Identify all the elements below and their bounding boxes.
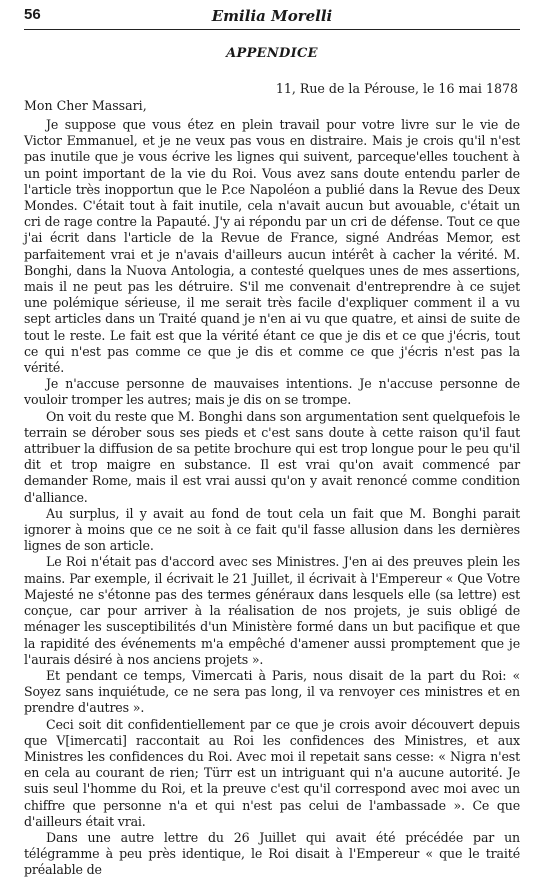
running-header bbox=[24, 0, 520, 30]
paragraph: Je suppose que vous étez en plein travail pour votre livre sur le vie de Victor Emmanuel, et je ne veux pas vous en distraire. Mais je crois qu'il n'est pas inutile que je vous écrive les lignes qui suivent, parceque'elles touchent à un point important de la vie du Roi. Vous avez sans doute entendu parler de l'article très inopportun que le P.ce Napoléon a publié dans la Revue des Deux Mondes. C'était tout à fait inutile, cela n'avait aucun but avouable, c'était un cri de rage contre la Papauté. J'y ai répondu par un cri de défense. Tout ce que j'ai écrit dans l'article de la Revue de France, signé Andréas Memor, est parfaitement vrai et je n'avais d'ailleurs aucun intérêt à cacher la vérité. M. Bonghi, dans la Nuova Antologia, a contesté quelques unes de mes assertions, mais il ne peut pas les détruire. S'il me convenait d'entreprendre à ce sujet une polémique sérieuse, il me serait très facile d'expliquer comment il a vu sept articles dans un Traité quand je n'en ai vu que quatre, et ainsi de suite de tout le reste. Le fait est que la vérité étant ce que je dis et ce que j'écris, tout ce qui n'est pas comme ce que je dis et comme ce que j'écris n'est pas la vérité. bbox=[24, 117, 520, 376]
paragraph: Et pendant ce temps, Vimercati à Paris, nous disait de la part du Roi: « Soyez sans inquiétude, ce ne sera pas long, il va renvoyer ces ministres et en prendre d'autres ». bbox=[24, 667, 520, 716]
page-number: 56 bbox=[24, 6, 41, 23]
paragraph: Ceci soit dit confidentiellement par ce que je crois avoir découvert depuis que V[imercati] raccontait au Roi les confidences des Ministres, et aux Ministres les confidences du Roi. Avec moi il repetait sans cesse: « Nigra n'est en cela au courant de rien; Türr est un intriguant qui n'a aucune autorité. Je suis seul l'homme du Roi, et la preuve c'est qu'il correspond avec moi avec un chiffre que personne n'a et qui n'est pas celui de l'ambassade ». Ce que d'ailleurs était vrai. bbox=[24, 716, 520, 829]
letter-salutation: Mon Cher Massari, bbox=[24, 98, 147, 113]
paragraph: Le Roi n'était pas d'accord avec ses Ministres. J'en ai des preuves plein les mains. Par exemple, il écrivait le 21 Juillet, il écrivait à l'Empereur « Que Votre Majesté ne s'étonne pas des termes généraux dans lesquels elle (sa lettre) est conçue, car pour arriver à la réalisation de nos projets, je suis obligé de ménager les susceptibilités d'un Ministère formé dans un but pacifique et que la rapidité des événements m'a empêché d'amener aussi promptement que je l'aurais désiré à nos anciens projets ». bbox=[24, 554, 520, 667]
paragraph: Au surplus, il y avait au fond de tout cela un fait que M. Bonghi parait ignorer à moins que ce ne soit à ce fait qu'il fasse allusion dans les dernières lignes de son article. bbox=[24, 505, 520, 554]
paragraph: Dans une autre lettre du 26 Juillet qui avait été précédée par un télégramme à peu près identique, le Roi disait à l'Empereur « que le traité préalable de bbox=[24, 829, 520, 878]
letter-dateline: 11, Rue de la Pérouse, le 16 mai 1878 bbox=[275, 81, 518, 96]
paragraph: Je n'accuse personne de mauvaises intentions. Je n'accuse personne de vouloir tromper les autres; mais je dis on se trompe. bbox=[24, 376, 520, 408]
section-heading: APPENDICE bbox=[226, 46, 318, 61]
paragraph: On voit du reste que M. Bonghi dans son argumentation sent quelquefois le terrain se dérober sous ses pieds et c'est sans doute à cette raison qu'il faut attribuer la diffusion de sa petite brochure qui est trop longue pour le peu qu'il dit et trop maigre en substance. Il est vrai qu'on avait commencé par demander Rome, mais il est vrai aussi qu'on y avait renoncé comme condition d'alliance. bbox=[24, 408, 520, 505]
letter-body bbox=[24, 117, 520, 879]
running-title: Emilia Morelli bbox=[211, 7, 333, 25]
